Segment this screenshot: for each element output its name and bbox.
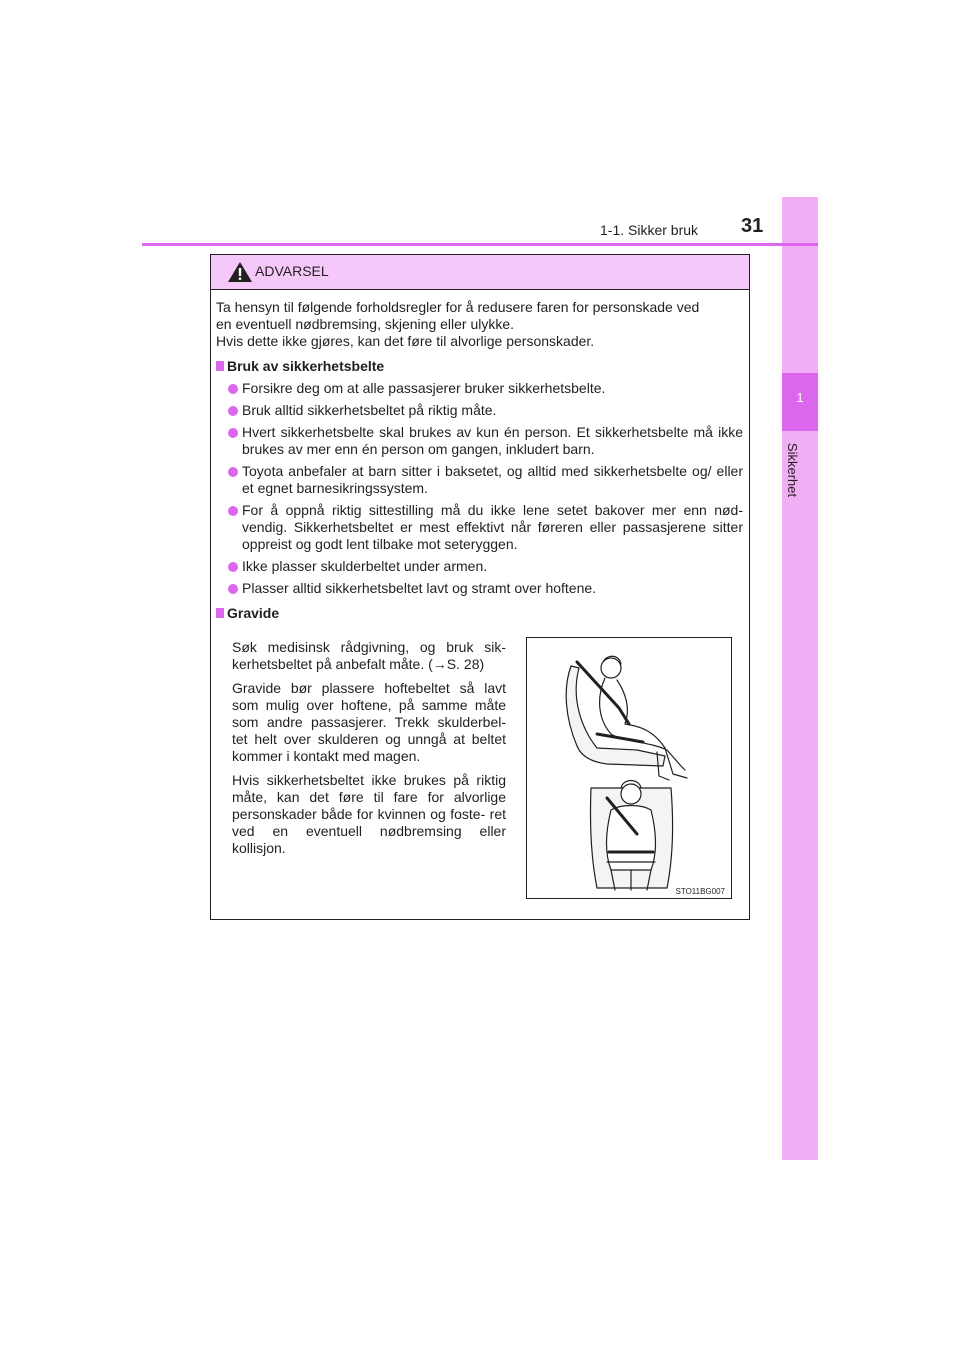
warning-intro xyxy=(216,299,743,350)
warning-title: ADVARSEL xyxy=(255,263,329,279)
circle-bullet-icon xyxy=(228,406,238,416)
warning-content xyxy=(216,299,743,622)
warning-triangle-icon xyxy=(227,261,253,283)
intro-line: en eventuell nødbremsing, skjening eller ulykke. xyxy=(216,316,515,332)
chapter-name: Sikkerhet xyxy=(785,442,800,498)
circle-bullet-icon xyxy=(228,467,238,477)
circle-bullet-icon xyxy=(228,428,238,438)
square-marker-icon xyxy=(216,608,224,618)
list-item: Toyota anbefaler at barn sitter i baksetet, og alltid med sikkerhetsbelte og/ eller et egnet barnesikringssystem. xyxy=(216,463,743,497)
warning-box xyxy=(210,254,750,920)
chapter-number: 1 xyxy=(796,390,804,405)
list-item: Ikke plasser skulderbeltet under armen. xyxy=(216,558,743,575)
header-rule xyxy=(142,243,818,246)
section-heading-seatbelt: Bruk av sikkerhetsbelte xyxy=(216,358,743,375)
pregnant-paragraph: Hvis sikkerhetsbeltet ikke brukes på riktig måte, kan det føre til fare for alvorlige personskader både for kvinnen og foste- ret ved en eventuell nødbremsing eller kollisjon. xyxy=(232,772,506,856)
circle-bullet-icon xyxy=(228,506,238,516)
figure-code: STO11BG007 xyxy=(675,887,725,896)
section-heading-pregnant: Gravide xyxy=(216,605,743,622)
list-item: Forsikre deg om at alle passasjerer bruker sikkerhetsbelte. xyxy=(216,380,743,397)
intro-line: Ta hensyn til følgende forholdsregler for å redusere faren for personskade ved xyxy=(216,299,700,315)
circle-bullet-icon xyxy=(228,584,238,594)
section-title: 1-1. Sikker bruk xyxy=(600,222,699,238)
pregnant-text xyxy=(232,639,506,864)
intro-line: Hvis dette ikke gjøres, kan det føre til alvorlige personskader. xyxy=(216,333,595,349)
warning-header xyxy=(211,255,749,290)
circle-bullet-icon xyxy=(228,562,238,572)
pregnant-seatbelt-illustration xyxy=(526,637,732,899)
page-number: 31 xyxy=(741,215,764,237)
seated-woman-illustration xyxy=(527,638,731,898)
list-item: Hvert sikkerhetsbelte skal brukes av kun én person. Et sikkerhetsbelte må ikke brukes av mer enn én person om gangen, inkludert barn. xyxy=(216,424,743,458)
list-item: Plasser alltid sikkerhetsbeltet lavt og stramt over hoftene. xyxy=(216,580,743,597)
circle-bullet-icon xyxy=(228,384,238,394)
list-item: Bruk alltid sikkerhetsbeltet på riktig måte. xyxy=(216,402,743,419)
pregnant-paragraph: Gravide bør plassere hoftebeltet så lavt som mulig over hoftene, på samme måte som andre passasjerer. Trekk skulderbel- tet helt over skulderen og unngå at beltet kommer i kontakt med magen. xyxy=(232,680,506,764)
side-tab xyxy=(782,197,818,1160)
list-item: For å oppnå riktig sittestilling må du ikke lene setet bakover mer enn nød- vendig. Sikkerhetsbeltet er mest effektivt når føreren eller passasjerene sitter oppreist og godt lent tilbake mot seteryggen. xyxy=(216,502,743,553)
square-marker-icon xyxy=(216,361,224,371)
pregnant-paragraph: Søk medisinsk rådgivning, og bruk sik- kerhetsbeltet på anbefalt måte. (→S. 28) xyxy=(232,639,506,672)
